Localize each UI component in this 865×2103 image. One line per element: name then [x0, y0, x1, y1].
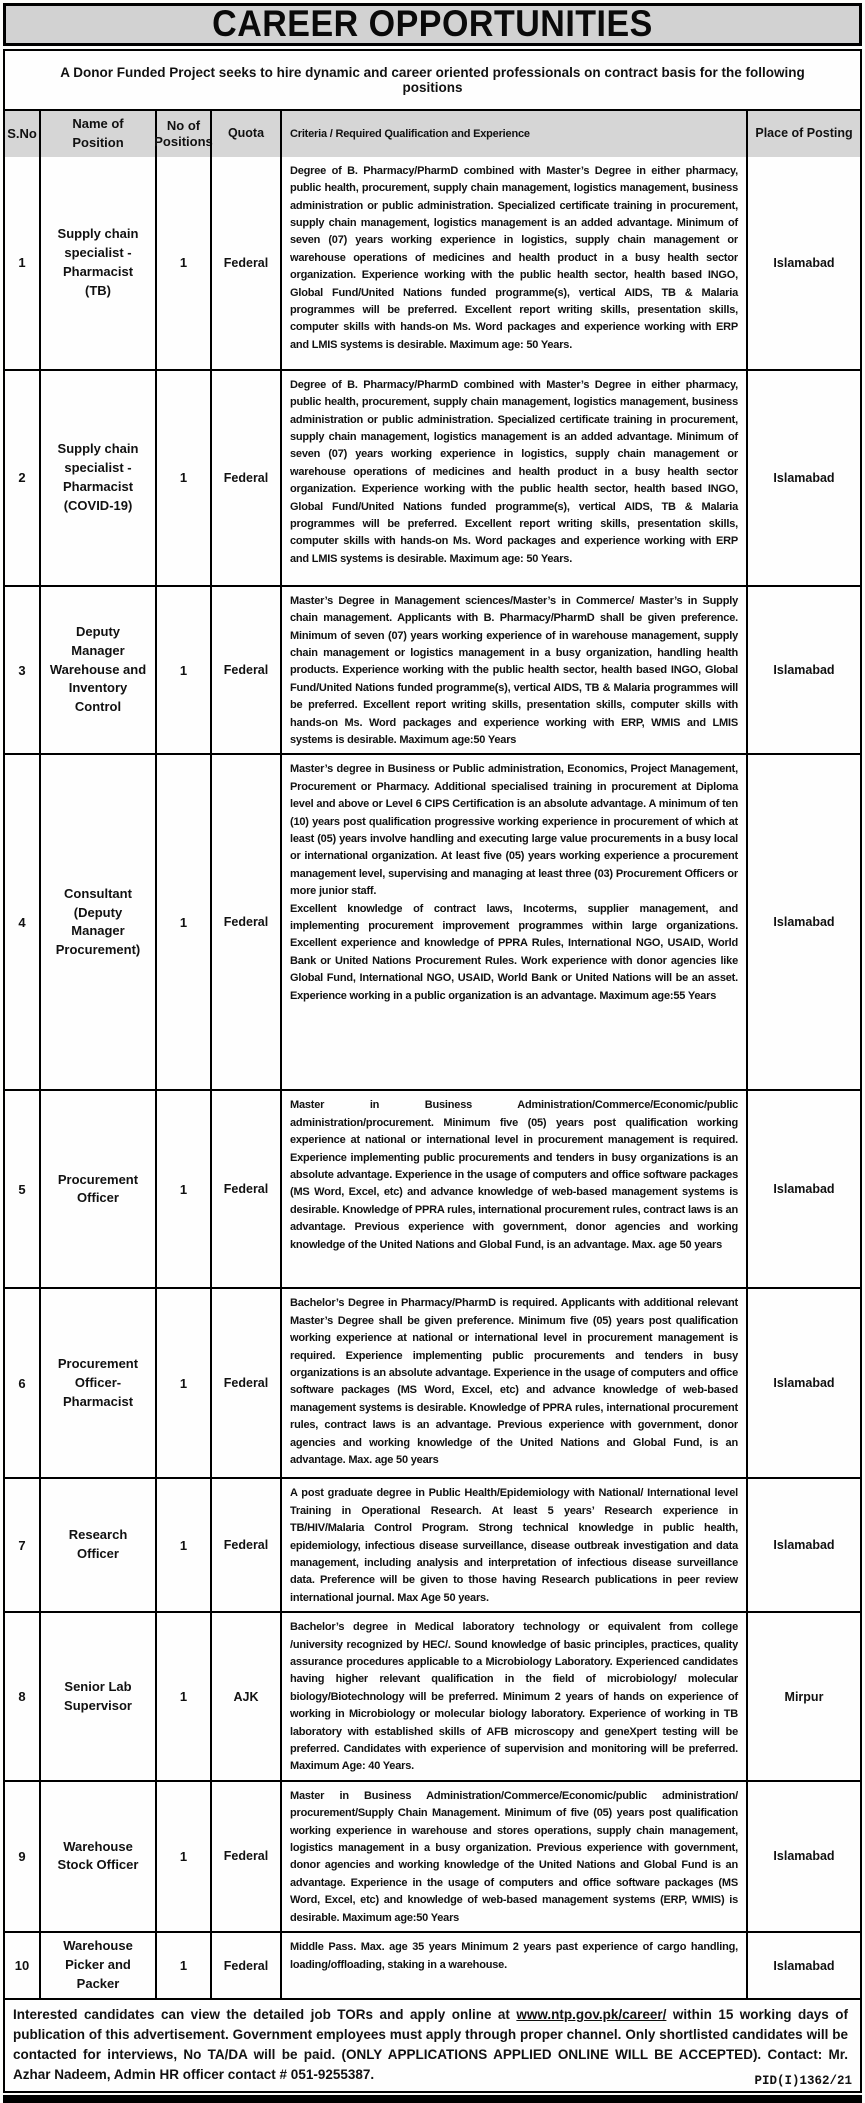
criteria-paragraph: Master in Business Administration/Commerce/Economic/public administration/ procurement/Supply Chain Management. Minimum of five (05) years post qualification working experience in warehouse and stores operations, supply chain management, logistics management in a busy organization. Previous experience with government, donor agencies and working knowledge of the United Nations and Global Fund is an advantage. Experience in the usage of computers and office software packages (MS Word, Excel, etc) and knowledge of web-based management systems (ERP, WMIS) is desirable. Maximum age:50 Years	[290, 1789, 738, 1924]
cell-place-of-posting: Islamabad	[746, 587, 860, 754]
header-name: Name of Position	[39, 111, 155, 157]
cell-quota: Federal	[210, 157, 280, 369]
footer-text	[13, 2005, 850, 2085]
footer-note	[3, 2000, 862, 2093]
cell-criteria	[280, 1091, 746, 1287]
table-row	[5, 1477, 860, 1611]
table-row	[5, 1287, 860, 1477]
table-row	[5, 1611, 860, 1780]
cell-quota: Federal	[210, 1289, 280, 1477]
cell-place-of-posting: Islamabad	[746, 1479, 860, 1611]
table-row	[5, 1931, 860, 1998]
cell-position-name: Supply chain specialist - Pharmacist (COVID-19)	[39, 371, 155, 585]
cell-place-of-posting: Islamabad	[746, 1933, 860, 1998]
cell-positions-count: 1	[155, 1613, 210, 1780]
cell-positions-count: 1	[155, 157, 210, 369]
cell-place-of-posting: Islamabad	[746, 755, 860, 1089]
cell-position-name: Warehouse Picker and Packer	[39, 1933, 155, 1998]
criteria-paragraph: Middle Pass. Max. age 35 years Minimum 2 years past experience of cargo handling, loading/offloading, staking in a warehouse.	[290, 1941, 738, 1971]
title-band	[3, 3, 862, 46]
cell-positions-count: 1	[155, 1933, 210, 1998]
cell-quota: Federal	[210, 1091, 280, 1287]
table-row	[5, 369, 860, 585]
job-table	[3, 111, 862, 2000]
cell-serial-number: 10	[14, 1958, 30, 1974]
table-row	[5, 585, 860, 754]
criteria-paragraph: Master’s degree in Business or Public administration, Economics, Project Management, Procurement or Pharmacy. Additional specialised training in procurement at Diploma level and above or Level 6 CIPS Certification is an absolute advantage. A minimum of ten (10) years post qualification progressive working experience in procurement of which at least (05) years involve handling and executing large value procurements in a busy local or international organization. At least five (05) years working experience a procurement management level, supervising and managing at least three (03) Procurement Officers or more junior staff.	[290, 763, 738, 898]
cell-serial-number: 6	[18, 1375, 26, 1391]
cell-serial-number: 1	[18, 255, 26, 271]
cell-place-of-posting: Mirpur	[746, 1613, 860, 1780]
footer-text-before-link: Interested candidates can view the detailed job TORs and apply online at	[13, 2007, 517, 2023]
cell-quota: AJK	[210, 1613, 280, 1780]
criteria-paragraph: Degree of B. Pharmacy/PharmD combined with Master’s Degree in either pharmacy, public health, procurement, supply chain management, logistics management, business administration or public administration. Specialized certificate training in procurement, supply chain management, logistics management is an added advantage. Minimum of seven (07) years working experience in logistics, supply chain management or warehouse operations of medicines and health product in a busy health sector organization. Experience working with the public health sector, health based INGO, Global Fund/United Nations funded programme(s), vertical AIDS, TB & Malaria programmes will be preferred. Excellent report writing skills, presentation skills, computer skills with hands-on Ms. Word packages and experience working with ERP and LMIS systems is desirable. Maximum age: 50 Years.	[290, 378, 738, 565]
cell-criteria	[280, 1933, 746, 1998]
cell-positions-count: 1	[155, 587, 210, 754]
cell-position-name: Warehouse Stock Officer	[39, 1782, 155, 1931]
cell-quota: Federal	[210, 1933, 280, 1998]
cell-quota: Federal	[210, 1479, 280, 1611]
cell-quota: Federal	[210, 1782, 280, 1931]
cell-criteria	[280, 755, 746, 1089]
cell-positions-count: 1	[155, 1479, 210, 1611]
cell-serial-number: 8	[18, 1689, 26, 1705]
criteria-paragraph: Excellent knowledge of contract laws, Incoterms, supplier management, and implementing procurement improvement programmes within large organizations. Excellent experience and knowledge of PPRA Rules, International NGO, USAID, World Bank or United Nations Procurement Rules. Work experience with donor agencies like Global Fund, International NGO, USAID, World Bank or United Nations will be an asset. Experience working in a public organization is an advantage. Maximum age:55 Years	[290, 902, 738, 1002]
criteria-paragraph: Master’s Degree in Management sciences/Master’s in Commerce/ Master’s in Supply chain management. Applicants with B. Pharmacy/PharmD shall be given preference. Minimum of seven (07) years working experience of in warehouse management, supply chain management or logistics management in a busy organization, handling health products. Experience working with the public health sector, health based INGO, Global Fund/United Nations funded programme(s), vertical AIDS, TB & Malaria programmes will be preferred. Excellent report writing skills, presentation skills, computer skills with hands-on Ms. Word packages and experience working with ERP, WMIS and LMIS systems is desirable. Maximum age:50 Years	[290, 594, 738, 746]
page-title: CAREER OPPORTUNITIES	[212, 3, 653, 45]
cell-criteria	[280, 587, 746, 754]
cell-quota: Federal	[210, 587, 280, 754]
cell-position-name: Procurement Officer	[39, 1091, 155, 1287]
job-table-body	[5, 157, 860, 1998]
header-quota: Quota	[210, 111, 280, 157]
table-row	[5, 157, 860, 369]
cell-serial-number: 5	[18, 1181, 26, 1197]
cell-position-name: Senior Lab Supervisor	[39, 1613, 155, 1780]
cell-criteria	[280, 157, 746, 369]
footer-text-after-link: within 15 working days of publication of this advertisement. Government employees must apply through proper channel. Only shortlisted candidates will be contacted for interviews, No TA/DA will be paid. (ONLY APPLICATIONS APPLIED ONLINE WILL BE ACCEPTED). Contact: Mr. Azhar Nadeem, Admin HR officer contact # 051-9255387.	[13, 2007, 848, 2083]
cell-position-name: Research Officer	[39, 1479, 155, 1611]
cell-positions-count: 1	[155, 755, 210, 1089]
pid-number: PID(I)1362/21	[748, 2074, 852, 2088]
cell-place-of-posting: Islamabad	[746, 1782, 860, 1931]
cell-position-name: Consultant (Deputy Manager Procurement)	[39, 755, 155, 1089]
cell-position-name: Supply chain specialist - Pharmacist (TB)	[39, 157, 155, 369]
criteria-paragraph: Bachelor’s degree in Medical laboratory technology or equivalent from college /university recognized by HEC/. Sound knowledge of basic principles, practices, quality assurance procedures applicable to a Microbiology Laboratory. Experienced candidates having higher relevant qualification in the field of microbiology/ molecular biology/Biotechnology will be preferred. Minimum 2 years of hands on experience of working in Microbiology or molecular biology laboratory. Experience of working in TB laboratory with established skills of AFB microscopy and geneXpert testing will be preferred. Candidates with experience of supervision and monitoring will be preferred. Maximum Age: 40 Years.	[290, 1621, 738, 1773]
cell-position-name: Procurement Officer- Pharmacist	[39, 1289, 155, 1477]
header-place: Place of Posting	[746, 111, 860, 157]
cell-criteria	[280, 1613, 746, 1780]
cell-serial-number: 3	[18, 662, 26, 678]
cell-positions-count: 1	[155, 1091, 210, 1287]
subtitle-text: A Donor Funded Project seeks to hire dynamic and career oriented professionals on contract basis for the following positions	[60, 65, 805, 95]
header-positions: No of Positions	[155, 111, 210, 157]
cell-place-of-posting: Islamabad	[746, 1289, 860, 1477]
cell-serial-number: 7	[18, 1537, 26, 1553]
cell-serial-number: 9	[18, 1848, 26, 1864]
table-row	[5, 1089, 860, 1287]
cell-serial-number: 4	[18, 914, 26, 930]
subtitle-band	[3, 49, 862, 111]
cell-position-name: Deputy Manager Warehouse and Inventory Control	[39, 587, 155, 754]
criteria-paragraph: Degree of B. Pharmacy/PharmD combined with Master’s Degree in either pharmacy, public health, procurement, supply chain management, logistics management, business administration or public administration. Specialized certificate training in procurement, supply chain management, logistics management is an added advantage. Minimum of seven (07) years working experience in logistics, supply chain management or warehouse operations of medicines and health product in a busy health sector organization. Experience working with the public health sector, health based INGO, Global Fund/United Nations funded programme(s), vertical AIDS, TB & Malaria programmes will be preferred. Excellent report writing skills, presentation skills, computer skills with hands-on Ms. Word packages and experience working with ERP and LMIS systems is desirable. Maximum age: 50 Years.	[290, 164, 738, 351]
cell-place-of-posting: Islamabad	[746, 157, 860, 369]
cell-positions-count: 1	[155, 1289, 210, 1477]
cell-serial-number: 2	[18, 470, 26, 486]
cell-quota: Federal	[210, 755, 280, 1089]
bottom-border-bar	[3, 2095, 862, 2103]
cell-quota: Federal	[210, 371, 280, 585]
header-criteria: Criteria / Required Qualification and Experience	[280, 111, 746, 157]
cell-criteria	[280, 1782, 746, 1931]
cell-positions-count: 1	[155, 1782, 210, 1931]
application-url: www.ntp.gov.pk/career/	[516, 2007, 667, 2023]
cell-criteria	[280, 1479, 746, 1611]
criteria-paragraph: Bachelor’s Degree in Pharmacy/PharmD is required. Applicants with additional relevant Master’s Degree shall be given preference. Minimum five (05) years post qualification working experience at national or international level in procurement management is required. Experience implementing public procurements and tenders in busy organizations is an absolute advantage. Experience in the usage of computers and office software packages (MS Word, Excel, etc) and advance knowledge of web-based management systems is desirable. Knowledge of PPRA rules, international procurement rules, contract laws is an advantage. Previous experience with government, donor agencies and working knowledge of the United Nations and Global Fund, is an advantage. Max. age 50 years	[290, 1297, 738, 1466]
header-sno: S.No	[7, 126, 37, 142]
criteria-paragraph: A post graduate degree in Public Health/Epidemiology with National/ International level Training in Operational Research. At least 5 years’ Research experience in TB/HIV/Malaria Control Program. Strong technical knowledge in public health, epidemiology, infectious disease surveillance, disease outbreak investigation and data management, including analysis and interpretation of infectious disease surveillance data. Preference will be given to those having Research publications in peer review international journal. Max Age 50 years.	[290, 1487, 738, 1604]
cell-place-of-posting: Islamabad	[746, 1091, 860, 1287]
cell-positions-count: 1	[155, 371, 210, 585]
cell-criteria	[280, 1289, 746, 1477]
table-row	[5, 1780, 860, 1931]
cell-place-of-posting: Islamabad	[746, 371, 860, 585]
cell-criteria	[280, 371, 746, 585]
table-row	[5, 753, 860, 1089]
criteria-paragraph: Master in Business Administration/Commerce/Economic/public administration/procurement. Minimum five (05) years post qualification working experience at national or international level in procurement management is required. Experience implementing public procurements and tenders in busy organizations is an absolute advantage. Experience in the usage of computers and office software packages (MS Word, Excel, etc) and advance knowledge of web-based management systems is desirable. Knowledge of PPRA rules, international procurement rules, contract laws is an advantage. Previous experience with government, donor agencies and working knowledge of the United Nations and Global Fund, is an advantage. Max. age 50 years	[290, 1099, 738, 1251]
table-header-row	[5, 111, 860, 157]
